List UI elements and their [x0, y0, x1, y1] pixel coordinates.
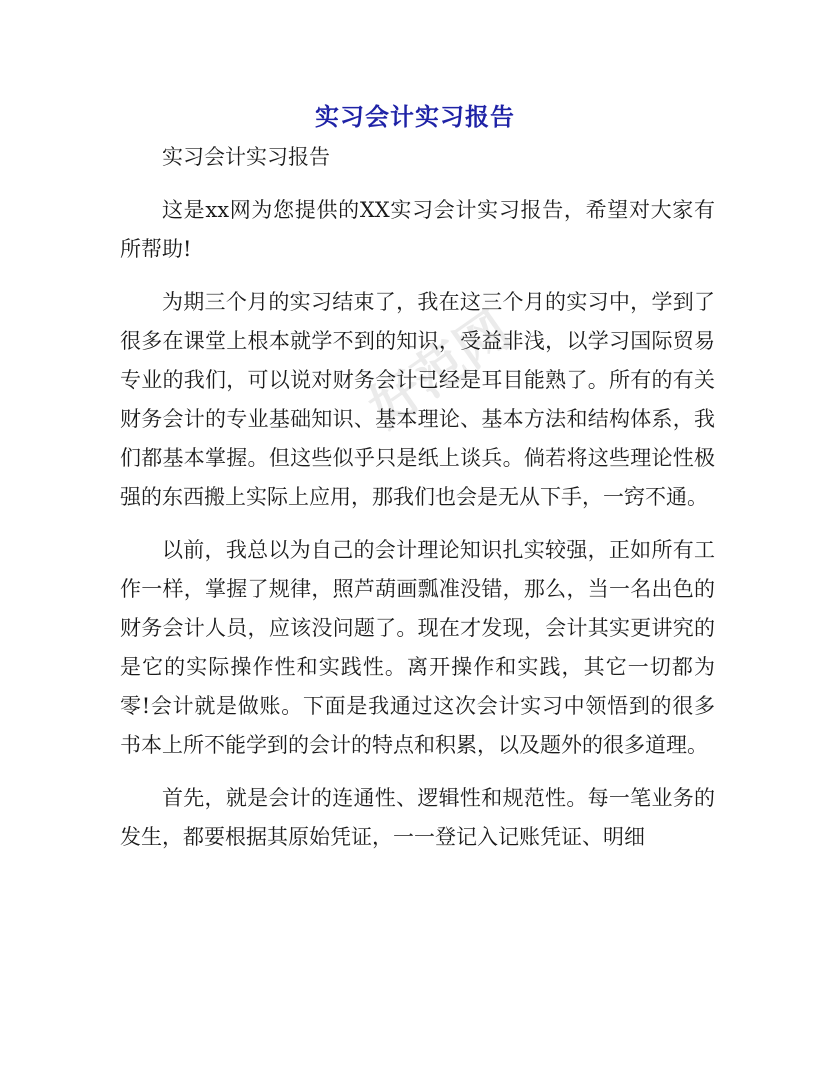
paragraph: 这是xx网为您提供的XX实习会计实习报告，希望对大家有所帮助!	[120, 198, 715, 261]
watermark: 好范网	[358, 300, 522, 440]
paragraph: 以前，我总以为自己的会计理论知识扎实较强，正如所有工作一样，掌握了规律，照芦葫画瓢准没错，那么，当一名出色的财务会计人员，应该没问题了。现在才发现，会计其实更讲究的是它的实际操作性和实践性。离开操作和实践，其它一切都为零!会计就是做账。下面是我通过这次会计实习中领悟到的很多书本上所不能学到的会计的特点和积累，以及题外的很多道理。	[120, 538, 715, 757]
document-body	[120, 138, 715, 871]
paragraph: 为期三个月的实习结束了，我在这三个月的实习中，学到了很多在课堂上根本就学不到的知识，受益非浅，以学习国际贸易专业的我们，可以说对财务会计已经是耳目能熟了。所有的有关财务会计的专业基础知识、基本理论、基本方法和结构体系，我们都基本掌握。但这些似乎只是纸上谈兵。倘若将这些理论性极强的东西搬上实际上应用，那我们也会是无从下手，一窍不通。	[120, 290, 715, 509]
paragraph: 首先，就是会计的连通性、逻辑性和规范性。每一笔业务的发生，都要根据其原始凭证，一一登记入记账凭证、明细	[120, 786, 715, 849]
document-title: 实习会计实习报告	[315, 103, 515, 131]
document-subtitle: 实习会计实习报告	[162, 145, 330, 169]
